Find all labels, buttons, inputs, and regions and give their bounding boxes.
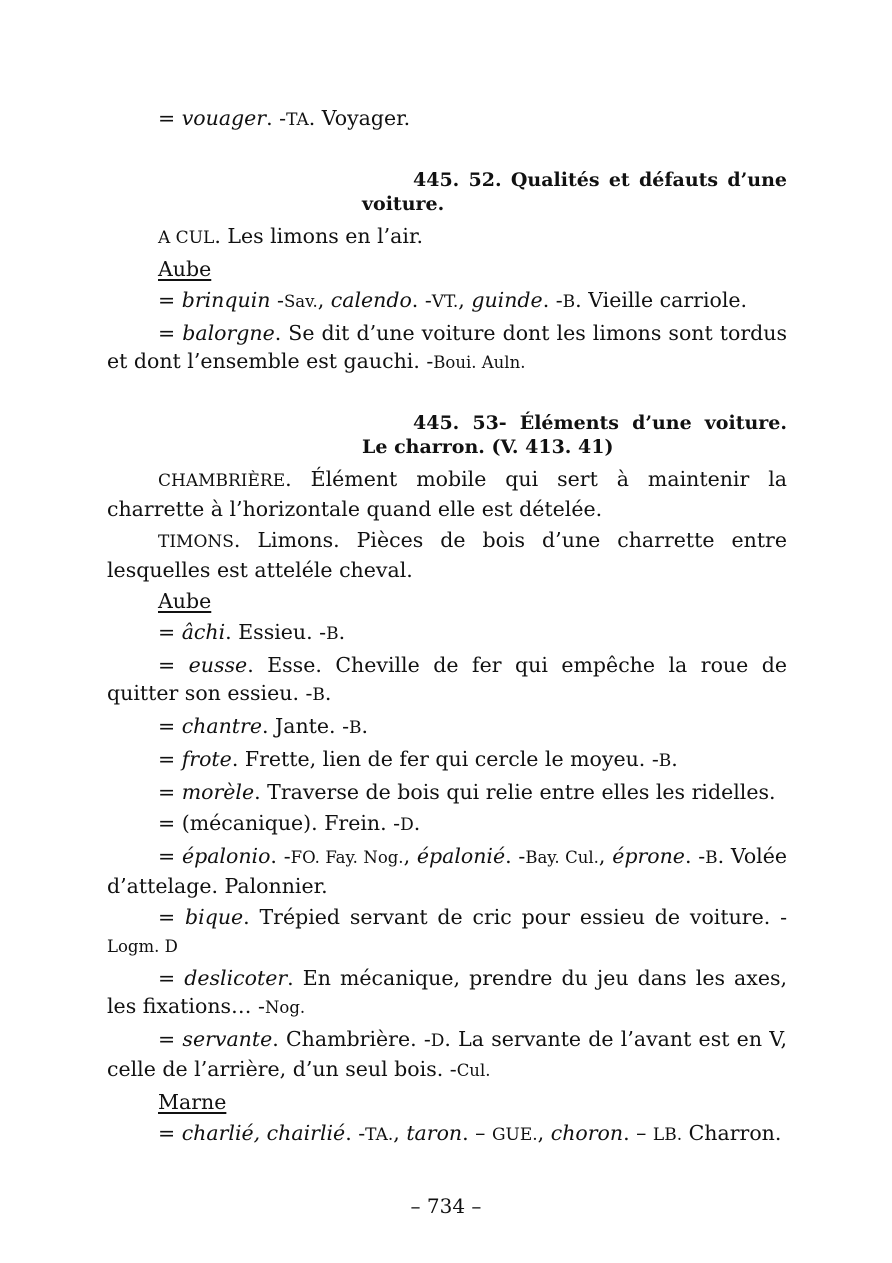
term-caps: A CUL bbox=[158, 228, 215, 248]
locality: Bay. Cul. bbox=[525, 848, 599, 867]
entry-sep: . - bbox=[684, 844, 706, 868]
definition: . Les limons en l’air. bbox=[214, 224, 424, 248]
page-number: – 734 – bbox=[410, 1194, 482, 1218]
entry-sep: . - bbox=[345, 1121, 366, 1145]
definition: . Essieu. - bbox=[225, 620, 327, 644]
headword: charlié, chairlié bbox=[181, 1121, 346, 1145]
entry-sep: . bbox=[413, 811, 421, 835]
locality: LB. bbox=[652, 1125, 683, 1145]
entry-prefix: = bbox=[158, 780, 182, 804]
entry-vouager bbox=[107, 104, 787, 134]
locality: D bbox=[430, 1031, 445, 1051]
entry-a-cul bbox=[107, 222, 787, 252]
headword: eusse bbox=[188, 653, 248, 677]
region-marne: Marne bbox=[158, 1090, 227, 1114]
entry-sep: , bbox=[458, 288, 472, 312]
definition: . Jante. - bbox=[261, 714, 349, 738]
entry-mecanique bbox=[107, 809, 787, 839]
headword: taron bbox=[406, 1121, 463, 1145]
definition: . Traverse de bois qui relie entre elles les ridelles. bbox=[254, 780, 776, 804]
definition: Charron. bbox=[682, 1121, 782, 1145]
headword: balorgne bbox=[182, 321, 275, 345]
definition: = (mécanique). Frein. - bbox=[158, 811, 401, 835]
section-heading-445-53: 445. 53- Éléments d’une voiture. Le charron. (V. 413. 41) bbox=[362, 412, 787, 458]
entry-prefix: = bbox=[158, 106, 182, 130]
term-caps: CHAMBRIÈRE bbox=[158, 471, 286, 491]
headword: chantre bbox=[181, 714, 262, 738]
entry-deslicoter bbox=[107, 964, 787, 1022]
locality: B bbox=[562, 292, 576, 312]
locality: B bbox=[312, 685, 325, 705]
entry-sep: , bbox=[393, 1121, 407, 1145]
entry-frote bbox=[107, 745, 787, 775]
entry-prefix: = bbox=[158, 1027, 183, 1051]
entry-prefix: = bbox=[158, 966, 185, 990]
headword: bique bbox=[185, 905, 244, 929]
headword: épalonié bbox=[416, 844, 506, 868]
definition: . La servante de l’avant est en V, celle de l’arrière, d’un seul bois. - bbox=[107, 1027, 787, 1081]
locality: Sav. bbox=[283, 292, 318, 311]
locality: D bbox=[400, 815, 414, 835]
definition: . Frette, lien de fer qui cercle le moyeu. - bbox=[231, 747, 659, 771]
entry-sep: , bbox=[403, 844, 417, 868]
locality: FO. Fay. Nog. bbox=[290, 848, 404, 867]
headword: frote bbox=[181, 747, 232, 771]
definition: . Esse. Cheville de fer qui empêche la roue de quitter son essieu. - bbox=[107, 653, 787, 705]
locality: B bbox=[326, 624, 339, 644]
entry-prefix: = bbox=[158, 747, 182, 771]
entry-sep: . bbox=[324, 681, 332, 705]
definition: . Se dit d’une voiture dont les limons sont tordus et dont l’ensemble est gauchi. - bbox=[107, 321, 787, 373]
entry-sep: . - bbox=[266, 106, 287, 130]
entry-eusse bbox=[107, 651, 787, 709]
headword: guinde bbox=[471, 288, 543, 312]
entry-prefix: = bbox=[158, 653, 189, 677]
entry-brinquin bbox=[107, 286, 787, 316]
definition: . Élément mobile qui sert à maintenir la charrette à l’horizontale quand elle est dételée. bbox=[107, 467, 787, 521]
entry-timons bbox=[107, 526, 787, 584]
definition: . Chambrière. - bbox=[272, 1027, 431, 1051]
locality: VT. bbox=[431, 292, 459, 312]
page-body bbox=[107, 104, 787, 1152]
entry-sep: . bbox=[671, 747, 678, 771]
entry-chambriere bbox=[107, 465, 787, 523]
entry-sep: , bbox=[598, 844, 613, 868]
entry-prefix: = bbox=[158, 288, 182, 312]
headword: épalonio bbox=[181, 844, 271, 868]
locality: TA bbox=[286, 110, 309, 130]
entry-morele bbox=[107, 778, 787, 806]
locality: Nog. bbox=[264, 998, 306, 1017]
headword: âchi bbox=[181, 620, 226, 644]
region-aube: Aube bbox=[158, 589, 212, 613]
entry-bique bbox=[107, 903, 787, 961]
definition: . Voyager. bbox=[308, 106, 411, 130]
headword: calendo bbox=[330, 288, 412, 312]
entry-servante bbox=[107, 1025, 787, 1085]
headword: choron bbox=[550, 1121, 624, 1145]
locality: Cul. bbox=[456, 1061, 491, 1080]
entry-epalonio bbox=[107, 842, 787, 900]
entry-charlie bbox=[107, 1119, 787, 1149]
locality: GUE. bbox=[491, 1125, 538, 1145]
locality: B bbox=[349, 718, 362, 738]
headword: deslicoter bbox=[184, 966, 288, 990]
region-aube: Aube bbox=[158, 257, 212, 281]
entry-prefix: = bbox=[158, 620, 182, 644]
headword: servante bbox=[182, 1027, 273, 1051]
definition: . Volée d’attelage. Palonnier. bbox=[107, 844, 787, 898]
entry-sep: . - bbox=[505, 844, 526, 868]
entry-sep: . – bbox=[623, 1121, 653, 1145]
headword: brinquin bbox=[181, 288, 271, 312]
entry-sep: . - bbox=[411, 288, 432, 312]
entry-sep: . – bbox=[462, 1121, 492, 1145]
entry-sep: . bbox=[361, 714, 369, 738]
entry-balorgne bbox=[107, 319, 787, 377]
entry-chantre bbox=[107, 712, 787, 742]
definition: . Trépied servant de cric pour essieu de voiture. - bbox=[243, 905, 787, 929]
entry-sep: . - bbox=[542, 288, 563, 312]
term-caps: TIMONS bbox=[158, 532, 234, 552]
locality: Logm. D bbox=[107, 937, 178, 956]
entry-sep: , bbox=[317, 288, 331, 312]
entry-achi bbox=[107, 618, 787, 648]
locality: Boui. Auln. bbox=[433, 353, 526, 372]
definition: . En mécanique, prendre du jeu dans les axes, les fixations… - bbox=[107, 966, 787, 1018]
entry-prefix: = bbox=[158, 321, 183, 345]
headword: éprone bbox=[612, 844, 685, 868]
locality: B bbox=[658, 751, 672, 771]
locality: TA. bbox=[365, 1125, 394, 1145]
entry-prefix: = bbox=[158, 714, 182, 738]
definition: . Limons. Pièces de bois d’une charrette entre lesquelles est atteléle cheval. bbox=[107, 528, 787, 582]
entry-prefix: = bbox=[158, 844, 182, 868]
entry-sep: , bbox=[537, 1121, 551, 1145]
entry-prefix: = bbox=[158, 905, 186, 929]
section-heading-445-52: 445. 52. Qualités et défauts d’une voiture. bbox=[362, 169, 787, 215]
entry-sep: . - bbox=[270, 844, 291, 868]
locality: B bbox=[705, 848, 718, 868]
headword: morèle bbox=[181, 780, 255, 804]
entry-sep: - bbox=[270, 288, 284, 312]
headword: vouager bbox=[181, 106, 267, 130]
entry-sep: . bbox=[338, 620, 346, 644]
definition: . Vieille carriole. bbox=[575, 288, 748, 312]
entry-prefix: = bbox=[158, 1121, 182, 1145]
